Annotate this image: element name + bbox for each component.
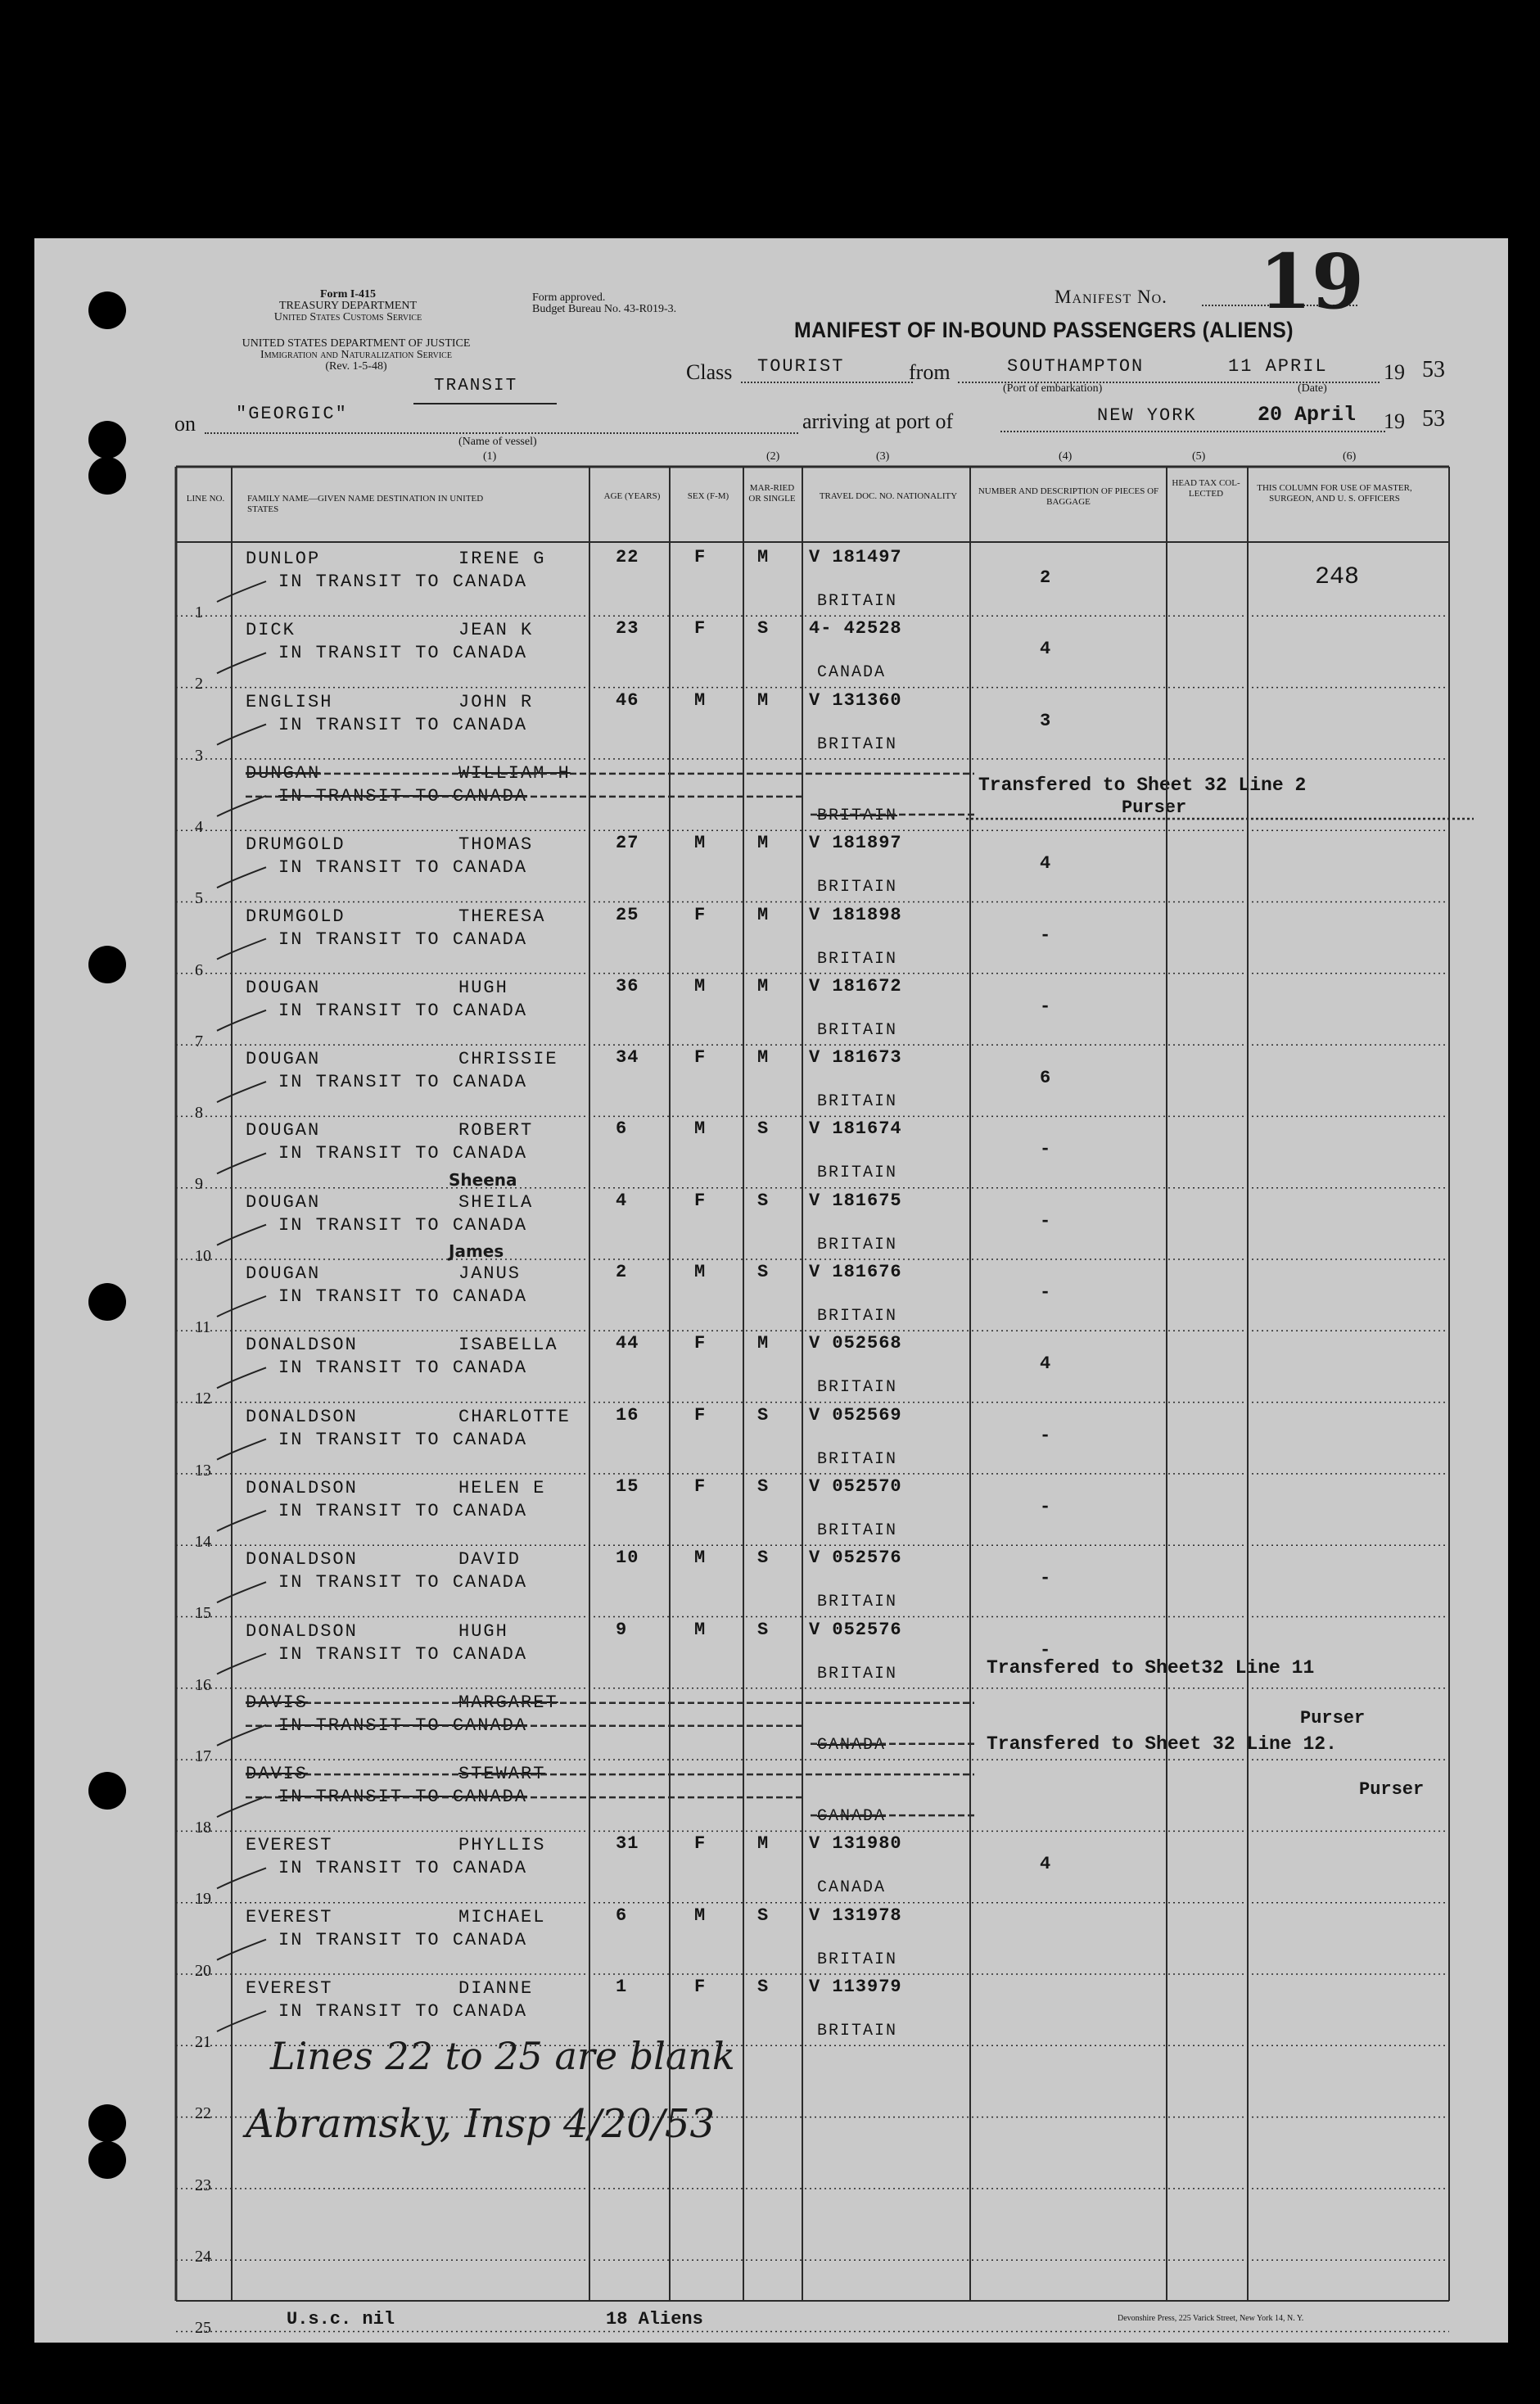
travel-doc-no: V 181675 — [809, 1190, 902, 1211]
nationality: CANADA — [817, 663, 887, 683]
line-number: 11 — [195, 1318, 211, 1336]
age: 31 — [616, 1833, 639, 1855]
header-sex: SEX (F-M) — [687, 491, 729, 501]
transfer-note-2: Transfered to Sheet32 Line 11 — [987, 1657, 1315, 1679]
marital-status: M — [757, 1047, 770, 1069]
arriving-label: arriving at port of — [802, 409, 954, 433]
marital-status: S — [757, 618, 770, 639]
nationality: BRITAIN — [817, 1521, 898, 1540]
baggage-count: 4 — [1040, 1353, 1052, 1375]
baggage-count: 2 — [1040, 567, 1052, 588]
header-officers: THIS COLUMN FOR USE OF MASTER, SURGEON, AND U. S. OFFICERS — [1257, 483, 1412, 504]
year-prefix: 19 — [1384, 360, 1405, 384]
age: 6 — [616, 1905, 628, 1926]
family-name: DONALDSON — [246, 1406, 358, 1427]
travel-doc-no: V 052569 — [809, 1404, 902, 1426]
baggage-count: 6 — [1040, 1068, 1052, 1089]
travel-doc-no: V 131360 — [809, 689, 902, 711]
customs-service: United States Customs Service — [273, 311, 422, 323]
colnum-2: (2) — [766, 450, 780, 463]
sex: F — [694, 1190, 707, 1211]
sex: M — [694, 1619, 707, 1640]
baggage-count: - — [1040, 1568, 1052, 1589]
family-name: EVEREST — [246, 1978, 333, 1999]
nationality: BRITAIN — [817, 878, 898, 897]
destination: IN TRANSIT TO CANADA — [278, 1500, 528, 1521]
travel-doc-no: V 181898 — [809, 904, 902, 925]
embark-year: 53 — [1422, 357, 1445, 382]
destination: IN TRANSIT TO CANADA — [278, 572, 528, 592]
transit-stamp: TRANSIT — [434, 377, 518, 395]
sex: M — [694, 1905, 707, 1926]
baggage-count: - — [1040, 1282, 1052, 1303]
header-name: FAMILY NAME—GIVEN NAME DESTINATION IN UNITED STATES — [247, 494, 484, 514]
line-number: 4 — [195, 817, 203, 836]
nationality: BRITAIN — [817, 806, 898, 825]
line-number: 1 — [195, 603, 203, 621]
given-name: PHYLLIS — [458, 1835, 546, 1856]
family-name: DOUGAN — [246, 1263, 321, 1284]
destination: IN TRANSIT TO CANADA — [278, 1143, 528, 1164]
transfer-purser-3: Purser — [1359, 1779, 1425, 1800]
printer-credit: Devonshire Press, 225 Varick Street, New York 14, N. Y. — [1118, 2314, 1304, 2323]
year-prefix-2: 19 — [1384, 409, 1405, 433]
given-name: SHEILA — [458, 1191, 534, 1213]
travel-doc-no: V 052576 — [809, 1619, 902, 1640]
baggage-count: 4 — [1040, 639, 1052, 660]
punch-hole — [88, 946, 126, 983]
marital-status: M — [757, 547, 770, 567]
nationality: CANADA — [817, 1807, 887, 1827]
embark-port: SOUTHAMPTON — [1007, 356, 1145, 377]
footer-aliens: 18 Aliens — [606, 2309, 703, 2329]
given-name: ROBERT — [458, 1120, 534, 1141]
destination: IN TRANSIT TO CANADA — [278, 1072, 528, 1093]
nationality: BRITAIN — [817, 1307, 898, 1326]
line-number: 2 — [195, 675, 203, 694]
line-number: 7 — [195, 1032, 203, 1051]
marital-status: M — [757, 975, 770, 996]
header-line-no: LINE NO. — [186, 494, 225, 504]
handwritten-blank-note: Lines 22 to 25 are blank — [270, 2034, 735, 2078]
travel-doc-no: V 181672 — [809, 975, 902, 996]
on-label: on — [174, 412, 196, 436]
baggage-count: 4 — [1040, 1854, 1052, 1875]
destination: IN TRANSIT TO CANADA — [278, 1643, 528, 1665]
punch-hole — [88, 1283, 126, 1321]
transfer-note-3: Transfered to Sheet 32 Line 12. — [987, 1733, 1337, 1755]
travel-doc-no: V 181674 — [809, 1118, 902, 1140]
given-name: WILLIAM H — [458, 762, 571, 784]
line-number: 12 — [195, 1390, 211, 1408]
family-name: DOUGAN — [246, 977, 321, 998]
age: 2 — [616, 1262, 628, 1282]
vessel-caption: (Name of vessel) — [458, 436, 537, 448]
marital-status: S — [757, 1977, 770, 1997]
destination: IN TRANSIT TO CANADA — [278, 643, 528, 664]
destination: IN TRANSIT TO CANADA — [278, 2001, 528, 2022]
colnum-6: (6) — [1343, 450, 1357, 463]
treasury-dept: TREASURY DEPARTMENT — [278, 300, 418, 312]
line-number: 15 — [195, 1604, 211, 1623]
header-head-tax: HEAD TAX COL-LECTED — [1172, 478, 1240, 499]
baggage-count: 4 — [1040, 853, 1052, 874]
colnum-3: (3) — [876, 450, 890, 463]
line-number: 19 — [195, 1890, 211, 1909]
arrival-date: 20 April — [1258, 403, 1357, 427]
given-name: THOMAS — [458, 834, 534, 856]
destination: IN TRANSIT TO CANADA — [278, 1429, 528, 1450]
sex: F — [694, 1977, 707, 1997]
sex: M — [694, 1548, 707, 1569]
travel-doc-no: 4- 42528 — [809, 618, 902, 639]
nationality: BRITAIN — [817, 1092, 898, 1112]
given-name: IRENE G — [458, 549, 546, 569]
given-name: JANUS — [458, 1263, 522, 1284]
age: 6 — [616, 1118, 628, 1140]
nationality: BRITAIN — [817, 1593, 898, 1612]
travel-doc-no: V 181897 — [809, 833, 902, 854]
sex: M — [694, 1262, 707, 1282]
family-name: DRUMGOLD — [246, 834, 345, 856]
destination: IN TRANSIT TO CANADA — [278, 1286, 528, 1307]
marital-status: M — [757, 833, 770, 854]
destination: IN TRANSIT TO CANADA — [278, 1929, 528, 1950]
age: 36 — [616, 975, 639, 996]
punch-hole — [88, 457, 126, 495]
transfer-purser-2: Purser — [1300, 1708, 1366, 1728]
punch-hole — [88, 2104, 126, 2142]
line-number: 20 — [195, 1961, 211, 1980]
marital-status: S — [757, 1190, 770, 1211]
travel-doc-no: V 052570 — [809, 1475, 902, 1497]
sex: M — [694, 1118, 707, 1140]
age: 34 — [616, 1047, 639, 1069]
sex: F — [694, 1047, 707, 1069]
baggage-count: - — [1040, 1210, 1052, 1231]
sex: F — [694, 547, 707, 567]
form-id: Form I-415 — [319, 288, 377, 300]
sex: F — [694, 1333, 707, 1354]
officer-note: 248 — [1315, 563, 1360, 591]
family-name: DONALDSON — [246, 1477, 358, 1498]
family-name: DOUGAN — [246, 1120, 321, 1141]
given-name: MARGARET — [458, 1692, 558, 1713]
nationality: BRITAIN — [817, 949, 898, 969]
line-number: 23 — [195, 2176, 211, 2194]
line-number: 9 — [195, 1175, 203, 1194]
given-name: HELEN E — [458, 1477, 546, 1498]
given-name: DIANNE — [458, 1978, 534, 1999]
destination: IN TRANSIT TO CANADA — [278, 1000, 528, 1021]
family-name: DOUGAN — [246, 1049, 321, 1070]
baggage-count: - — [1040, 1496, 1052, 1517]
family-name: DUNGAN — [246, 762, 321, 784]
marital-status: S — [757, 1548, 770, 1569]
age: 9 — [616, 1619, 628, 1640]
travel-doc-no: V 131980 — [809, 1833, 902, 1855]
marital-status: S — [757, 1619, 770, 1640]
line-number: 17 — [195, 1747, 211, 1765]
destination: IN TRANSIT TO CANADA — [278, 1572, 528, 1593]
given-name: JOHN R — [458, 691, 534, 712]
colnum-1: (1) — [483, 450, 497, 463]
arrival-year: 53 — [1422, 406, 1445, 432]
given-name: STEWART — [458, 1764, 546, 1785]
given-name: MICHAEL — [458, 1906, 546, 1927]
travel-doc-no: V 052576 — [809, 1548, 902, 1569]
destination: IN TRANSIT TO CANADA — [278, 1214, 528, 1236]
baggage-count: 3 — [1040, 710, 1052, 731]
age: 23 — [616, 618, 639, 639]
travel-doc-no: V 181497 — [809, 547, 902, 567]
given-name: HUGH — [458, 1620, 508, 1642]
nationality: CANADA — [817, 1878, 887, 1898]
sex: F — [694, 1404, 707, 1426]
line-number: 14 — [195, 1532, 211, 1551]
handwritten-name-correction: James — [449, 1241, 504, 1261]
family-name: DONALDSON — [246, 1620, 358, 1642]
age: 15 — [616, 1475, 639, 1497]
destination: IN TRANSIT TO CANADA — [278, 714, 528, 735]
nationality: BRITAIN — [817, 1664, 898, 1683]
line-number: 18 — [195, 1819, 211, 1837]
marital-status: M — [757, 904, 770, 925]
baggage-count: - — [1040, 924, 1052, 946]
sex: M — [694, 975, 707, 996]
age: 1 — [616, 1977, 628, 1997]
destination: IN TRANSIT TO CANADA — [278, 1787, 528, 1808]
travel-doc-no: V 052568 — [809, 1333, 902, 1354]
travel-doc-no: V 181673 — [809, 1047, 902, 1069]
given-name: JEAN K — [458, 620, 534, 641]
family-name: DICK — [246, 620, 296, 641]
ins-service: Immigration and Naturalization Service — [260, 349, 452, 361]
family-name: DAVIS — [246, 1764, 309, 1785]
sex: F — [694, 1475, 707, 1497]
sex: F — [694, 618, 707, 639]
destination: IN TRANSIT TO CANADA — [278, 929, 528, 950]
nationality: BRITAIN — [817, 1235, 898, 1254]
destination: IN TRANSIT TO CANADA — [278, 785, 528, 807]
nationality: BRITAIN — [817, 2022, 898, 2040]
nationality: BRITAIN — [817, 1378, 898, 1398]
marital-status: M — [757, 1833, 770, 1855]
header-age: AGE (YEARS) — [603, 491, 661, 501]
punch-hole — [88, 1772, 126, 1810]
family-name: DOUGAN — [246, 1191, 321, 1213]
age: 4 — [616, 1190, 628, 1211]
destination: IN TRANSIT TO CANADA — [278, 1358, 528, 1379]
handwritten-name-correction: Sheena — [449, 1169, 517, 1190]
travel-doc-no: V 113979 — [809, 1977, 902, 1997]
date-caption: (Date) — [1298, 382, 1327, 395]
vessel-name: "GEORGIC" — [236, 404, 348, 424]
manifest-number: 19 — [1259, 237, 1365, 326]
destination: IN TRANSIT TO CANADA — [278, 857, 528, 879]
travel-doc-no: V 181676 — [809, 1262, 902, 1282]
baggage-count: - — [1040, 996, 1052, 1017]
marital-status: M — [757, 1333, 770, 1354]
line-number: 6 — [195, 960, 203, 979]
class-label: Class — [686, 360, 733, 384]
inspector-signature: Abramsky, Insp 4/20/53 — [246, 2101, 715, 2147]
sex: F — [694, 1833, 707, 1855]
form-approved: Form approved. — [532, 291, 606, 304]
line-number: 5 — [195, 889, 203, 908]
punch-hole — [88, 421, 126, 459]
family-name: DONALDSON — [246, 1549, 358, 1570]
line-number: 24 — [195, 2247, 211, 2266]
family-name: DONALDSON — [246, 1335, 358, 1356]
family-name: EVEREST — [246, 1906, 333, 1927]
age: 22 — [616, 547, 639, 567]
sex: M — [694, 689, 707, 711]
marital-status: S — [757, 1118, 770, 1140]
baggage-count: - — [1040, 1425, 1052, 1446]
age: 46 — [616, 689, 639, 711]
nationality: BRITAIN — [817, 1449, 898, 1469]
marital-status: S — [757, 1905, 770, 1926]
sex: M — [694, 833, 707, 854]
age: 25 — [616, 904, 639, 925]
marital-status: S — [757, 1404, 770, 1426]
colnum-4: (4) — [1059, 450, 1073, 463]
header-travel-doc: TRAVEL DOC. NO. NATIONALITY — [819, 491, 958, 501]
from-label: from — [909, 360, 951, 384]
sex: F — [694, 904, 707, 925]
transfer-note-1: Transfered to Sheet 32 Line 2 — [978, 775, 1307, 796]
travel-doc-no: V 131978 — [809, 1905, 902, 1926]
age: 44 — [616, 1333, 639, 1354]
given-name: HUGH — [458, 977, 508, 998]
family-name: DUNLOP — [246, 549, 321, 569]
embark-date: 11 APRIL — [1228, 356, 1328, 377]
line-number: 22 — [195, 2104, 211, 2123]
family-name: DRUMGOLD — [246, 906, 345, 927]
manifest-title: MANIFEST OF IN-BOUND PASSENGERS (ALIENS) — [794, 318, 1294, 342]
nationality: BRITAIN — [817, 734, 898, 754]
header-baggage: NUMBER AND DESCRIPTION OF PIECES OF BAGGAGE — [978, 486, 1159, 507]
family-name: EVEREST — [246, 1835, 333, 1856]
marital-status: S — [757, 1475, 770, 1497]
revision: (Rev. 1-5-48) — [325, 360, 387, 373]
given-name: CHARLOTTE — [458, 1406, 571, 1427]
given-name: DAVID — [458, 1549, 522, 1570]
nationality: CANADA — [817, 1735, 887, 1755]
port-embarkation-caption: (Port of embarkation) — [1003, 382, 1103, 395]
line-number: 21 — [195, 2033, 211, 2051]
header-married: MAR-RIED OR SINGLE — [748, 483, 796, 504]
punch-hole — [88, 2141, 126, 2179]
baggage-count: - — [1040, 1139, 1052, 1160]
given-name: CHRISSIE — [458, 1049, 558, 1070]
age: 10 — [616, 1548, 639, 1569]
nationality: BRITAIN — [817, 592, 898, 611]
nationality: BRITAIN — [817, 1164, 898, 1183]
family-name: ENGLISH — [246, 691, 333, 712]
baggage-count: - — [1040, 1639, 1052, 1661]
marital-status: M — [757, 689, 770, 711]
line-number: 10 — [195, 1246, 211, 1265]
age: 27 — [616, 833, 639, 854]
punch-hole — [88, 291, 126, 329]
colnum-5: (5) — [1192, 450, 1206, 463]
justice-dept: UNITED STATES DEPARTMENT OF JUSTICE — [242, 337, 471, 350]
line-number: 13 — [195, 1461, 211, 1480]
family-name: DAVIS — [246, 1692, 309, 1713]
line-number: 25 — [195, 2319, 211, 2338]
marital-status: S — [757, 1262, 770, 1282]
line-number: 16 — [195, 1675, 211, 1694]
footer-usc: U.s.c. nil — [287, 2309, 395, 2329]
given-name: THERESA — [458, 906, 546, 927]
nationality: BRITAIN — [817, 1020, 898, 1040]
age: 16 — [616, 1404, 639, 1426]
manifest-no-label: Manifest No. — [1055, 287, 1167, 307]
nationality: BRITAIN — [817, 1950, 898, 1969]
given-name: ISABELLA — [458, 1335, 558, 1356]
budget-bureau: Budget Bureau No. 43-R019-3. — [532, 303, 677, 315]
line-number: 8 — [195, 1104, 203, 1123]
transfer-purser-1: Purser — [1122, 798, 1187, 818]
destination: IN TRANSIT TO CANADA — [278, 1858, 528, 1879]
line-number: 3 — [195, 746, 203, 765]
arrival-port: NEW YORK — [1097, 405, 1197, 426]
destination: IN TRANSIT TO CANADA — [278, 1715, 528, 1736]
class-value: TOURIST — [757, 356, 845, 377]
